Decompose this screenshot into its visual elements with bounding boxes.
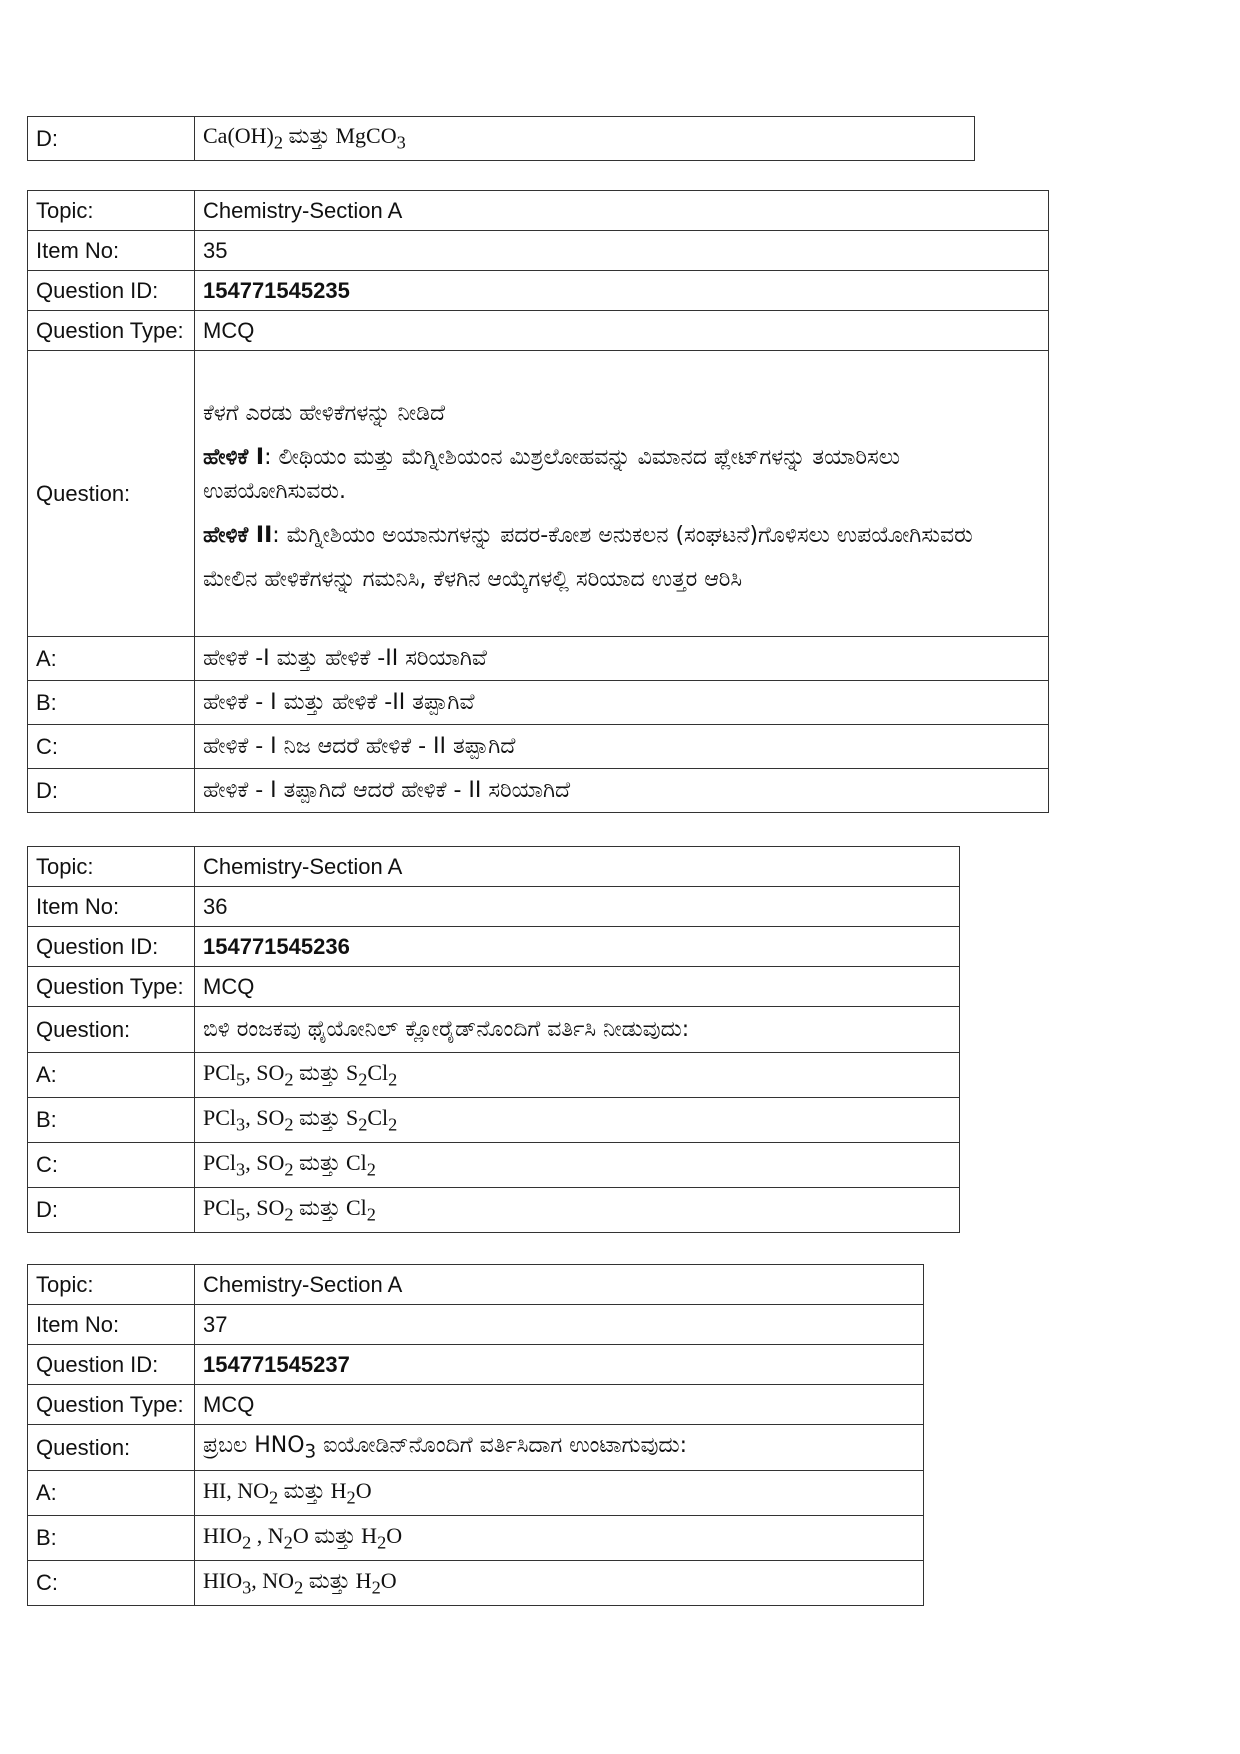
option-text: ಹೇಳಿಕೆ - I ಮತ್ತು ಹೇಳಿಕೆ -II ತಪ್ಪಾಗಿವೆ	[195, 681, 1049, 725]
topic-row	[28, 1265, 924, 1305]
subscript: 3	[304, 1441, 317, 1463]
option-row-d	[28, 769, 1049, 813]
statement-1-title: ಹೇಳಿಕೆ I	[203, 444, 265, 470]
option-text	[195, 1188, 960, 1233]
question-id-row	[28, 1345, 924, 1385]
subscript: 2	[273, 132, 284, 153]
option-label: B:	[28, 681, 195, 725]
item-label: Item No:	[28, 887, 195, 927]
formula-part: Ca(OH)	[203, 123, 274, 149]
subscript: 2	[294, 1577, 304, 1598]
formula-part: ಮತ್ತು H	[303, 1567, 372, 1593]
question-35-table	[27, 190, 1049, 813]
formula-part: PCl	[203, 1149, 237, 1175]
subscript: 2	[366, 1204, 376, 1225]
option-label: C:	[28, 725, 195, 769]
item-row	[28, 231, 1049, 271]
question-id-value: 154771545237	[195, 1345, 924, 1385]
statement-2-text: : ಮೆಗ್ನೀಶಿಯಂ ಅಯಾನುಗಳನ್ನು ಪದರ-ಕೋಶ ಅನುಕಲನ (ಸಂಘಟನೆ)ಗೊಳಿಸಲು ಉಪಯೋಗಿಸುವರು	[272, 522, 973, 548]
statement-1	[203, 441, 1040, 509]
formula-part: , NO	[251, 1567, 295, 1593]
option-row-b	[28, 1098, 960, 1143]
question-id-row	[28, 271, 1049, 311]
option-row-c	[28, 1143, 960, 1188]
topic-value: Chemistry-Section A	[195, 847, 960, 887]
formula-part: ಮತ್ತು H	[278, 1477, 347, 1503]
question-37-table	[27, 1264, 924, 1606]
statement-1-text: : ಲೀಥಿಯಂ ಮತ್ತು ಮೆಗ್ನೀಶಿಯಂನ ಮಿಶ್ರಲೋಹವನ್ನು ವಿಮಾನದ ಪ್ಲೇಟ್‌ಗಳನ್ನು ತಯಾರಿಸಲು ಉಪಯೋಗಿಸುವರು.	[203, 444, 900, 504]
subscript: 3	[242, 1577, 252, 1598]
subscript: 2	[284, 1204, 294, 1225]
formula-part: PCl	[203, 1104, 237, 1130]
subscript: 2	[284, 1159, 294, 1180]
subscript: 2	[366, 1159, 376, 1180]
question-id-value: 154771545236	[195, 927, 960, 967]
question-row	[28, 1007, 960, 1053]
question-text	[195, 351, 1049, 637]
question-id-label: Question ID:	[28, 927, 195, 967]
item-value: 36	[195, 887, 960, 927]
question-type-row	[28, 1385, 924, 1425]
option-row-c	[28, 1561, 924, 1606]
option-label: D:	[28, 769, 195, 813]
subscript: 2	[358, 1114, 368, 1135]
formula-part: , SO	[245, 1194, 285, 1220]
question-part: ಐಯೋಡಿನ್‌ನೊಂದಿಗೆ ವರ್ತಿಸಿದಾಗ ಉಂಟಾಗುವುದು:	[316, 1432, 688, 1458]
topic-label: Topic:	[28, 847, 195, 887]
option-row-a	[28, 1053, 960, 1098]
question-36-table	[27, 846, 960, 1233]
subscript: 2	[346, 1487, 356, 1508]
option-text	[195, 1053, 960, 1098]
option-label: D:	[28, 1188, 195, 1233]
item-label: Item No:	[28, 1305, 195, 1345]
formula-part: PCl	[203, 1194, 237, 1220]
formula-part: O	[380, 1567, 397, 1593]
question-instruction: ಮೇಲಿನ ಹೇಳಿಕೆಗಳನ್ನು ಗಮನಿಸಿ, ಕೆಳಗಿನ ಆಯ್ಕೆಗಳಲ್ಲಿ ಸರಿಯಾದ ಉತ್ತರ ಆರಿಸಿ	[203, 566, 743, 592]
subscript: 3	[396, 132, 406, 153]
question-row	[28, 1425, 924, 1471]
item-label: Item No:	[28, 231, 195, 271]
option-row-b	[28, 1516, 924, 1561]
subscript: 2	[377, 1532, 387, 1553]
formula-part: ಮತ್ತು S	[293, 1104, 359, 1130]
question-label: Question:	[28, 351, 195, 637]
question-label: Question:	[28, 1007, 195, 1053]
question-id-label: Question ID:	[28, 1345, 195, 1385]
option-text	[195, 1098, 960, 1143]
option-label: B:	[28, 1516, 195, 1561]
option-text	[195, 1143, 960, 1188]
subscript: 2	[269, 1487, 279, 1508]
formula-part: O	[386, 1522, 403, 1548]
subscript: 3	[236, 1159, 246, 1180]
topic-label: Topic:	[28, 1265, 195, 1305]
subscript: 2	[242, 1532, 252, 1553]
question-intro: ಕೆಳಗೆ ಎರಡು ಹೇಳಿಕೆಗಳನ್ನು ನೀಡಿದೆ	[203, 400, 446, 426]
topic-row	[28, 847, 960, 887]
formula-part: ಮತ್ತು Cl	[293, 1194, 367, 1220]
question-type-value: MCQ	[195, 967, 960, 1007]
option-row-b	[28, 681, 1049, 725]
formula-part: ಮತ್ತು Cl	[293, 1149, 367, 1175]
question-type-value: MCQ	[195, 1385, 924, 1425]
formula-part: HIO	[203, 1567, 243, 1593]
option-text	[195, 1516, 924, 1561]
option-row-d	[28, 1188, 960, 1233]
item-row	[28, 887, 960, 927]
formula-part: , SO	[245, 1149, 285, 1175]
topic-row	[28, 191, 1049, 231]
question-part: ಪ್ರಬಲ HNO	[203, 1432, 305, 1458]
item-value: 37	[195, 1305, 924, 1345]
option-label: A:	[28, 637, 195, 681]
topic-value: Chemistry-Section A	[195, 191, 1049, 231]
topic-label: Topic:	[28, 191, 195, 231]
option-text: ಹೇಳಿಕೆ - I ತಪ್ಪಾಗಿದೆ ಆದರೆ ಹೇಳಿಕೆ - II ಸರಿಯಾಗಿದೆ	[195, 769, 1049, 813]
question-text	[195, 1425, 924, 1471]
subscript: 2	[371, 1577, 381, 1598]
subscript: 2	[388, 1069, 398, 1090]
statement-2-title: ಹೇಳಿಕೆ II	[203, 522, 273, 548]
subscript: 3	[236, 1114, 246, 1135]
formula-part: PCl	[203, 1059, 237, 1085]
formula-part: , SO	[245, 1059, 285, 1085]
subscript: 2	[284, 1069, 294, 1090]
formula-part: HI, NO	[203, 1477, 269, 1503]
prev-question-table	[27, 116, 975, 161]
question-id-label: Question ID:	[28, 271, 195, 311]
item-row	[28, 1305, 924, 1345]
option-label: A:	[28, 1053, 195, 1098]
question-id-row	[28, 927, 960, 967]
option-row-a	[28, 637, 1049, 681]
option-label: D:	[28, 117, 195, 161]
question-type-label: Question Type:	[28, 1385, 195, 1425]
formula-part: , N	[251, 1522, 284, 1548]
option-row-c	[28, 725, 1049, 769]
option-text	[195, 1561, 924, 1606]
option-label: A:	[28, 1471, 195, 1516]
subscript: 2	[284, 1114, 294, 1135]
subscript: 2	[358, 1069, 368, 1090]
formula-part: Cl	[367, 1104, 389, 1130]
question-type-label: Question Type:	[28, 967, 195, 1007]
option-text	[195, 1471, 924, 1516]
option-label: B:	[28, 1098, 195, 1143]
topic-value: Chemistry-Section A	[195, 1265, 924, 1305]
question-type-row	[28, 311, 1049, 351]
option-text: ಹೇಳಿಕೆ - I ನಿಜ ಆದರೆ ಹೇಳಿಕೆ - II ತಪ್ಪಾಗಿದೆ	[195, 725, 1049, 769]
subscript: 2	[388, 1114, 398, 1135]
question-type-row	[28, 967, 960, 1007]
formula-part: , SO	[245, 1104, 285, 1130]
question-label: Question:	[28, 1425, 195, 1471]
formula-part: ಮತ್ತು MgCO	[283, 123, 397, 149]
formula-part: O ಮತ್ತು H	[292, 1522, 378, 1548]
option-text: ಹೇಳಿಕೆ -I ಮತ್ತು ಹೇಳಿಕೆ -II ಸರಿಯಾಗಿವೆ	[195, 637, 1049, 681]
formula-part: O	[355, 1477, 372, 1503]
item-value: 35	[195, 231, 1049, 271]
option-row-a	[28, 1471, 924, 1516]
formula-part: ಮತ್ತು S	[293, 1059, 359, 1085]
question-text: ಬಿಳಿ ರಂಜಕವು ಥೈಯೋನಿಲ್ ಕ್ಲೋರೈಡ್‌ನೊಂದಿಗೆ ವರ್ತಿಸಿ ನೀಡುವುದು:	[195, 1007, 960, 1053]
option-row-d	[28, 117, 975, 161]
subscript: 2	[283, 1532, 293, 1553]
option-text	[195, 117, 975, 161]
subscript: 5	[236, 1204, 246, 1225]
subscript: 5	[236, 1069, 246, 1090]
option-label: C:	[28, 1561, 195, 1606]
formula-part: Cl	[367, 1059, 389, 1085]
question-id-value: 154771545235	[195, 271, 1049, 311]
statement-2	[203, 519, 1040, 553]
question-type-value: MCQ	[195, 311, 1049, 351]
question-type-label: Question Type:	[28, 311, 195, 351]
option-label: C:	[28, 1143, 195, 1188]
formula-part: HIO	[203, 1522, 243, 1548]
question-row	[28, 351, 1049, 637]
